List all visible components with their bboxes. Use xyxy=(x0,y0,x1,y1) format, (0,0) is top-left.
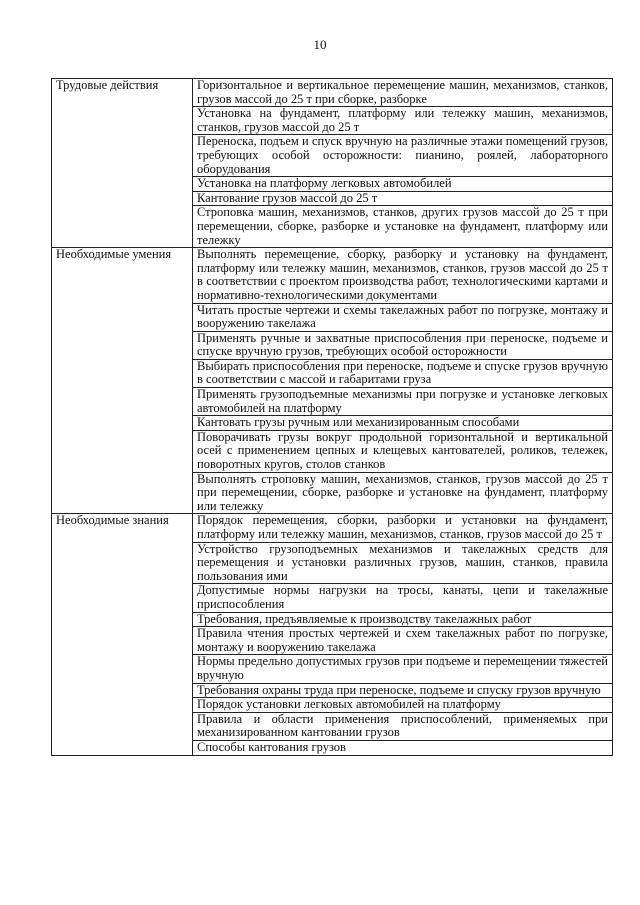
table-cell: Строповка машин, механизмов, станков, других грузов массой до 25 т при перемещении, сборке, разборке и установке на фундамент, платформу или тележку xyxy=(193,206,613,248)
competency-table-body xyxy=(52,79,613,756)
table-cell: Требования, предъявляемые к производству такелажных работ xyxy=(193,612,613,627)
table-cell: Установка на платформу легковых автомобилей xyxy=(193,177,613,192)
table-cell: Поворачивать грузы вокруг продольной горизонтальной и вертикальной осей с применением цепных и клещевых кантователей, роликов, тележек, поворотных кругов, столов станков xyxy=(193,430,613,472)
table-cell: Порядок перемещения, сборки, разборки и установки на фундамент, платформу или тележку машин, механизмов, станков, грузов массой до 25 т xyxy=(193,514,613,542)
section-label: Необходимые знания xyxy=(52,514,193,755)
table-cell: Нормы предельно допустимых грузов при подъеме и перемещении тяжестей вручную xyxy=(193,655,613,683)
table-cell: Выполнять строповку машин, механизмов, станков, грузов массой до 25 т при перемещении, сборке, разборке и установке на фундамент, платформу или тележку xyxy=(193,472,613,514)
table-cell: Установка на фундамент, платформу или тележку машин, механизмов, станков, грузов массой до 25 т xyxy=(193,107,613,135)
table-cell: Допустимые нормы нагрузки на тросы, канаты, цепи и такелажные приспособления xyxy=(193,584,613,612)
table-cell: Выполнять перемещение, сборку, разборку и установку на фундамент, платформу или тележку машин, механизмов, станков, грузов массой до 25 т в соответствии с проектом производства работ, технологическими картами и нормативно-технологическими документами xyxy=(193,248,613,303)
table-row xyxy=(52,514,613,542)
table-row xyxy=(52,79,613,107)
table-cell: Кантовать грузы ручным или механизированным способами xyxy=(193,416,613,431)
competency-table xyxy=(51,78,613,756)
table-cell: Горизонтальное и вертикальное перемещение машин, механизмов, станков, грузов массой до 25 т при сборке, разборке xyxy=(193,79,613,107)
table-cell: Устройство грузоподъемных механизмов и такелажных средств для перемещения и установки различных грузов, машин, станков, правила пользования ими xyxy=(193,542,613,584)
section-label: Трудовые действия xyxy=(52,79,193,248)
table-cell: Переноска, подъем и спуск вручную на различные этажи помещений грузов, требующих особой осторожности: пианино, роялей, лабораторного оборудования xyxy=(193,135,613,177)
table-cell: Применять грузоподъемные механизмы при погрузке и установке легковых автомобилей на платформу xyxy=(193,388,613,416)
table-cell: Требования охраны труда при переноске, подъеме и спуску грузов вручную xyxy=(193,683,613,698)
table-cell: Способы кантования грузов xyxy=(193,740,613,755)
table-cell: Порядок установки легковых автомобилей на платформу xyxy=(193,698,613,713)
page-number: 10 xyxy=(313,37,327,52)
table-cell: Правила чтения простых чертежей и схем такелажных работ по погрузке, монтажу и вооружению такелажа xyxy=(193,627,613,655)
table-cell: Выбирать приспособления при переноске, подъеме и спуске грузов вручную в соответствии с массой и габаритами груза xyxy=(193,359,613,387)
section-label: Необходимые умения xyxy=(52,248,193,514)
table-cell: Читать простые чертежи и схемы такелажных работ по погрузке, монтажу и вооружению такелажа xyxy=(193,303,613,331)
table-row xyxy=(52,248,613,303)
table-cell: Правила и области применения приспособлений, применяемых при механизированном кантовании грузов xyxy=(193,712,613,740)
table-cell: Кантование грузов массой до 25 т xyxy=(193,191,613,206)
table-cell: Применять ручные и захватные приспособления при переноске, подъеме и спуске вручную грузов, требующих особой осторожности xyxy=(193,331,613,359)
